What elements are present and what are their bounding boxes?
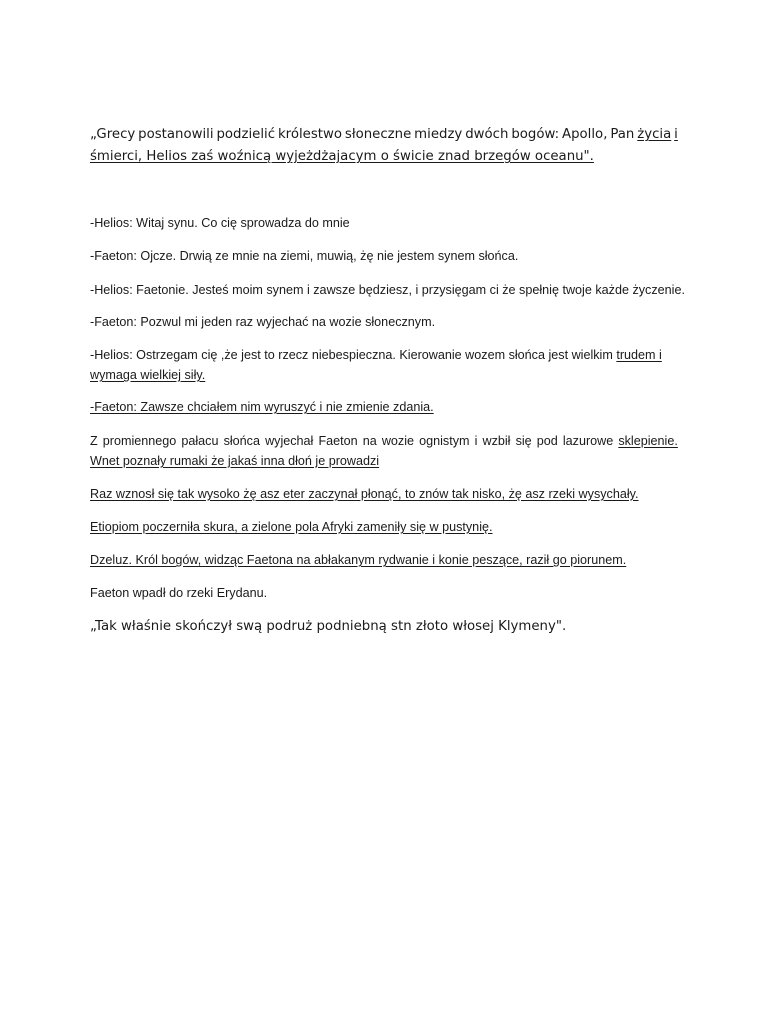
intro-word: i: [674, 127, 678, 142]
intro-paragraph: [90, 124, 678, 168]
intro-word: postanowili: [138, 127, 214, 142]
departure-word: wyjechał: [265, 434, 314, 448]
departure-underlined-text: Wnet poznały rumaki że jakaś inna dłoń je prowadzi: [90, 454, 380, 468]
zeus-paragraph: Dzeluz. Król bogów, widząc Faetona na abłakanym rydwanie i konie peszące, raził go piorunem.: [90, 553, 627, 567]
warning-line-1: [90, 345, 678, 365]
intro-word: Pan: [610, 127, 635, 142]
departure-paragraph: [90, 431, 678, 471]
ethiopia-paragraph: Etiopiom poczerniła skura, a zielone pola Afryki zameniły się w pustynię.: [90, 520, 493, 534]
warning-plain-text: -Helios: Ostrzegam cię ,że jest to rzecz niebespieczna. Kierowanie wozem słońca jest wielkim: [90, 348, 617, 362]
departure-word: Faeton: [318, 434, 358, 448]
intro-line-2: [90, 146, 678, 168]
departure-word: pałacu: [181, 434, 219, 448]
departure-word: lazurowe: [562, 434, 614, 448]
intro-underlined-text: śmierci, Helios zaś woźnicą wyjeżdżajacym o świcie znad brzegów oceanu".: [90, 149, 594, 164]
departure-line-1: [90, 431, 678, 451]
intro-word: słoneczne: [344, 127, 412, 142]
departure-word: wozie: [381, 434, 415, 448]
departure-word: promiennego: [102, 434, 177, 448]
intro-word: bogów:: [511, 127, 560, 142]
warning-underlined-text-1: trudem i: [616, 348, 662, 362]
closing-paragraph: „Tak właśnie skończył swą podruż podniebną stn złoto włosej Klymeny".: [90, 619, 567, 634]
intro-word: życia: [637, 127, 672, 142]
fall-paragraph: Faeton wpadł do rzeki Erydanu.: [90, 586, 268, 600]
departure-word: sklepienie.: [618, 434, 678, 448]
dialogue-line-faeton-complaint: -Faeton: Ojcze. Drwią ze mnie na ziemi, muwią, żę nie jestem synem słońca.: [90, 249, 519, 263]
departure-word: i: [474, 434, 478, 448]
departure-word: Z: [90, 434, 98, 448]
dialogue-line-faeton-request: -Faeton: Pozwul mi jeden raz wyjechać na wozie słonecznym.: [90, 315, 436, 329]
intro-word: miedzy: [414, 127, 463, 142]
intro-word: dwóch: [465, 127, 509, 142]
departure-word: wzbił: [482, 434, 511, 448]
warning-underlined-text-2: wymaga wielkiej siły.: [90, 368, 206, 382]
intro-word: podzielić: [216, 127, 276, 142]
intro-word: królestwo: [277, 127, 342, 142]
intro-word: Apollo,: [562, 127, 608, 142]
departure-word: pod: [536, 434, 558, 448]
dialogue-line-helios-greeting: -Helios: Witaj synu. Co cię sprowadza do mnie: [90, 216, 350, 230]
intro-line-1: [90, 124, 678, 146]
flight-paragraph: Raz wznosł się tak wysoko żę asz eter zaczynał płonąć, to znów tak nisko, żę asz rzeki wysychały.: [90, 487, 639, 501]
faeton-reply: -Faeton: Zawsze chciałem nim wyruszyć i nie zmienie zdania.: [90, 400, 434, 414]
warning-line-2: [90, 365, 678, 385]
departure-word: na: [362, 434, 377, 448]
departure-word: ognistym: [419, 434, 470, 448]
departure-word: się: [515, 434, 532, 448]
departure-line-2: [90, 451, 678, 471]
dialogue-line-helios-promise: -Helios: Faetonie. Jesteś moim synem i zawsze będziesz, i przysięgam ci że spełnię twoje każde życzenie.: [90, 283, 685, 297]
departure-word: słońca: [223, 434, 260, 448]
intro-word: „Grecy: [90, 127, 136, 142]
warning-paragraph: [90, 345, 678, 385]
